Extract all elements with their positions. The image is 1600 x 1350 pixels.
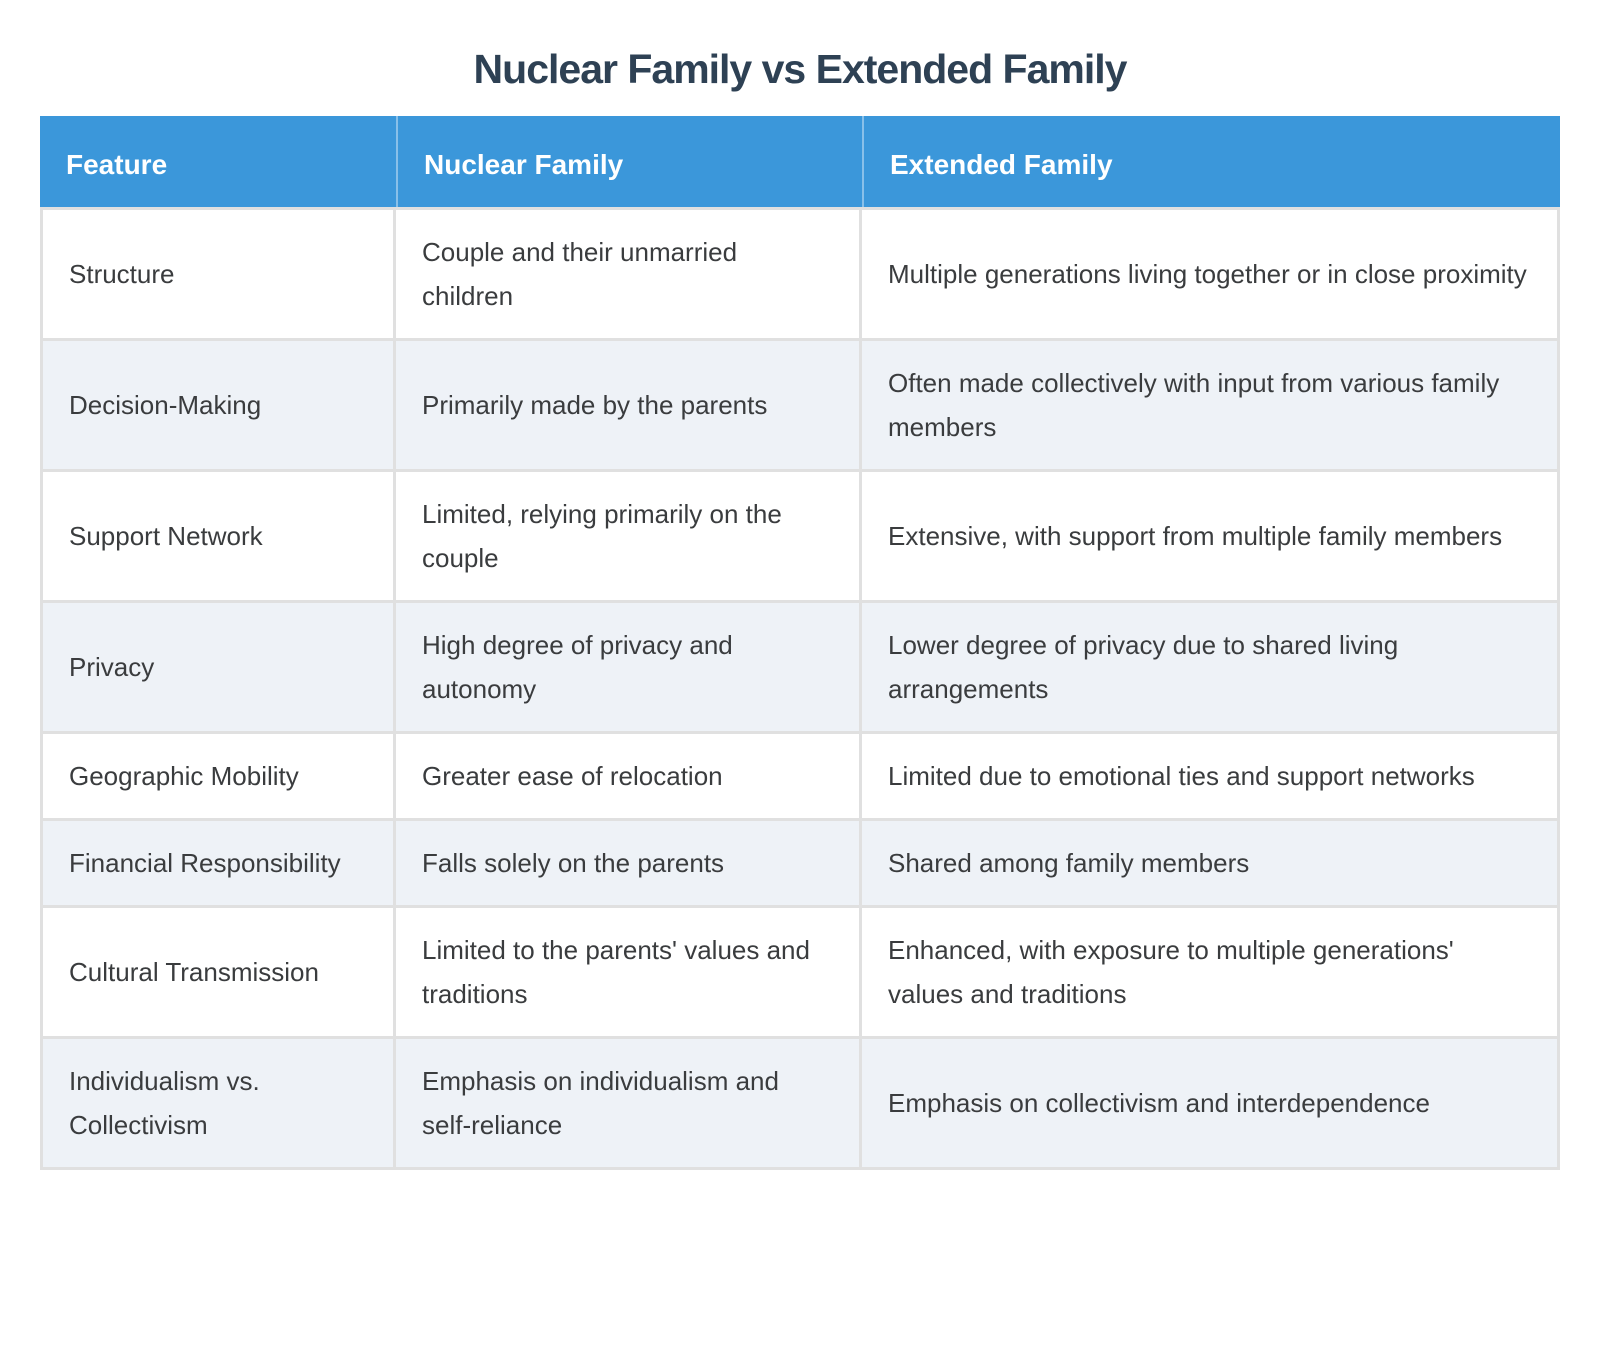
feature-cell: Decision-Making	[40, 338, 396, 469]
extended-family-cell: Extensive, with support from multiple family members	[862, 469, 1560, 600]
table-row	[40, 207, 1560, 338]
table-row	[40, 731, 1560, 818]
table-header	[40, 116, 1560, 207]
feature-cell: Individualism vs. Collectivism	[40, 1036, 396, 1170]
column-header-extended-family: Extended Family	[862, 116, 1560, 207]
table-row	[40, 338, 1560, 469]
extended-family-cell: Shared among family members	[862, 818, 1560, 905]
comparison-table-container	[40, 116, 1560, 1170]
nuclear-family-cell: Emphasis on individualism and self-reliance	[396, 1036, 862, 1170]
table-row	[40, 905, 1560, 1036]
extended-family-cell: Lower degree of privacy due to shared living arrangements	[862, 600, 1560, 731]
nuclear-family-cell: Limited, relying primarily on the couple	[396, 469, 862, 600]
column-header-nuclear-family: Nuclear Family	[396, 116, 862, 207]
nuclear-family-cell: High degree of privacy and autonomy	[396, 600, 862, 731]
extended-family-cell: Enhanced, with exposure to multiple generations' values and traditions	[862, 905, 1560, 1036]
table-body	[40, 207, 1560, 1170]
page-title: Nuclear Family vs Extended Family	[473, 46, 1127, 92]
extended-family-cell: Multiple generations living together or in close proximity	[862, 207, 1560, 338]
feature-cell: Structure	[40, 207, 396, 338]
feature-cell: Support Network	[40, 469, 396, 600]
table-row	[40, 600, 1560, 731]
nuclear-family-cell: Primarily made by the parents	[396, 338, 862, 469]
table-row	[40, 1036, 1560, 1170]
extended-family-cell: Limited due to emotional ties and support networks	[862, 731, 1560, 818]
feature-cell: Privacy	[40, 600, 396, 731]
feature-cell: Geographic Mobility	[40, 731, 396, 818]
nuclear-family-cell: Couple and their unmarried children	[396, 207, 862, 338]
header-row	[40, 116, 1560, 207]
nuclear-family-cell: Limited to the parents' values and traditions	[396, 905, 862, 1036]
nuclear-family-cell: Greater ease of relocation	[396, 731, 862, 818]
nuclear-family-cell: Falls solely on the parents	[396, 818, 862, 905]
table-row	[40, 469, 1560, 600]
comparison-table	[40, 116, 1560, 1170]
feature-cell: Cultural Transmission	[40, 905, 396, 1036]
extended-family-cell: Often made collectively with input from various family members	[862, 338, 1560, 469]
extended-family-cell: Emphasis on collectivism and interdependence	[862, 1036, 1560, 1170]
feature-cell: Financial Responsibility	[40, 818, 396, 905]
table-row	[40, 818, 1560, 905]
column-header-feature: Feature	[40, 116, 396, 207]
